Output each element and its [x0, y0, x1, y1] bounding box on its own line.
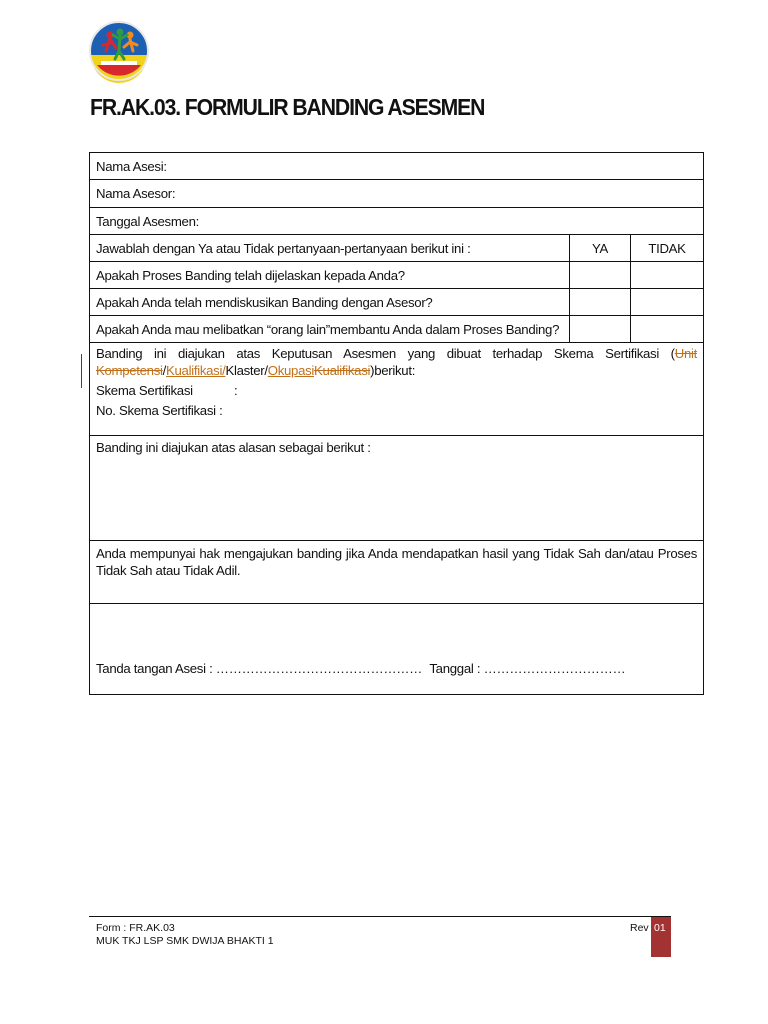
revision-change-bar: [81, 354, 82, 388]
alasan-field[interactable]: [90, 436, 704, 541]
footer-divider: [89, 916, 671, 917]
page-title: FR.AK.03. FORMULIR BANDING ASESMEN: [90, 94, 485, 120]
question-header-row: [90, 235, 704, 262]
deleted-text-unit-kompetensi: Unit Kompetensi: [96, 346, 697, 378]
skema-sertifikasi-line[interactable]: [96, 381, 697, 401]
footer-rev-label: Rev: [630, 922, 649, 934]
no-skema-line[interactable]: [96, 401, 697, 421]
hak-row: [90, 541, 704, 604]
question-instructions: Jawablah dengan Ya atau Tidak pertanyaan-pertanyaan berikut ini :: [90, 235, 570, 262]
question-text: Apakah Anda telah mendiskusikan Banding dengan Asesor?: [90, 289, 570, 316]
field-row-nama-asesor: [90, 180, 704, 208]
tanggal-asesmen-field[interactable]: Tanggal Asesmen:: [90, 208, 704, 235]
answer-tidak-cell[interactable]: [631, 289, 704, 316]
signature-row: [90, 604, 704, 695]
question-text: Apakah Anda mau melibatkan “orang lain”membantu Anda dalam Proses Banding?: [90, 316, 570, 343]
alasan-label: Banding ini diajukan atas alasan sebagai berikut :: [96, 440, 371, 455]
nama-asesor-field[interactable]: Nama Asesor:: [90, 180, 704, 208]
skema-statement: Banding ini diajukan atas Keputusan Asesmen yang dibuat terhadap Skema Sertifikasi (Unit Kompetensi/Kualifikasi/Klaster/OkupasiKualifikasi)berikut:: [96, 346, 697, 378]
inserted-text-kualifikasi: Kualifikasi/: [166, 363, 226, 378]
hak-text: Anda mempunyai hak mengajukan banding jika Anda mendapatkan hasil yang Tidak Sah dan/atau Proses Tidak Sah atau Tidak Adil.: [96, 546, 697, 578]
question-row: [90, 316, 704, 343]
skema-row: [90, 343, 704, 436]
institution-logo: [89, 21, 151, 83]
no-skema-label: No. Skema Sertifikasi :: [96, 403, 223, 418]
skema-cell: [90, 343, 704, 436]
answer-ya-cell[interactable]: [570, 289, 631, 316]
appeal-form-table: [89, 152, 704, 695]
field-row-tanggal: [90, 208, 704, 235]
deleted-text-kualifikasi: Kualifikasi: [314, 363, 371, 378]
skema-sertifikasi-separator: :: [234, 383, 238, 398]
question-row: [90, 262, 704, 289]
alasan-row: [90, 436, 704, 541]
date-line[interactable]: Tanggal : ……………………………: [429, 661, 626, 676]
signature-line[interactable]: Tanda tangan Asesi : …………………………………………: [96, 661, 423, 676]
signature-cell: [90, 604, 704, 695]
answer-tidak-cell[interactable]: [631, 262, 704, 289]
question-row: [90, 289, 704, 316]
question-text: Apakah Proses Banding telah dijelaskan kepada Anda?: [90, 262, 570, 289]
footer-organization: MUK TKJ LSP SMK DWIJA BHAKTI 1: [96, 935, 274, 947]
answer-ya-cell[interactable]: [570, 262, 631, 289]
revision-number: 01: [654, 922, 666, 934]
nama-asesi-field[interactable]: Nama Asesi:: [90, 153, 704, 180]
field-row-nama-asesi: [90, 153, 704, 180]
footer-form-code: Form : FR.AK.03: [96, 922, 175, 934]
answer-tidak-cell[interactable]: [631, 316, 704, 343]
inserted-text-okupasi: Okupasi: [267, 363, 315, 378]
skema-sertifikasi-label: Skema Sertifikasi: [96, 383, 193, 398]
answer-ya-cell[interactable]: [570, 316, 631, 343]
column-header-tidak: TIDAK: [631, 235, 704, 262]
column-header-ya: YA: [570, 235, 631, 262]
footer-info: [96, 922, 274, 948]
hak-cell: [90, 541, 704, 604]
